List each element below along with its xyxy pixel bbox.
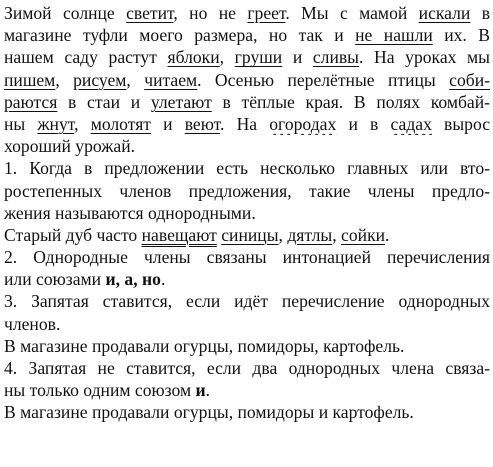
text-line: [4, 135, 490, 157]
subject-word: синицы: [221, 224, 279, 245]
text-run: 2. Однородные члены связаны интонацией перечисления: [4, 247, 490, 268]
text-run: членов.: [4, 313, 61, 334]
text-run: В магазине продавали огурцы, помидоры, картофель.: [4, 335, 405, 356]
text-run: 1. Когда в предложении есть несколько главных или вто-: [4, 158, 490, 179]
text-line: [4, 91, 490, 113]
predicate-word: жнут: [37, 113, 75, 134]
subject-word: сливы: [312, 47, 360, 68]
text-run: Старый дуб часто: [4, 224, 142, 245]
text-run: в: [470, 3, 490, 23]
bold-conjunction: и: [195, 380, 206, 401]
predicate-word: светит: [126, 3, 174, 23]
text-run: . На: [220, 113, 270, 134]
predicate-word: навещают: [141, 224, 217, 245]
adverbial-word: садах: [390, 113, 432, 134]
text-run: .: [205, 380, 211, 401]
text-run: Зимой солнце: [4, 3, 127, 23]
subject-word: яблоки: [167, 47, 220, 68]
text-run: 4. Запятая не ставится, если два однородных члена связа-: [4, 358, 490, 378]
rule-line: [4, 313, 490, 335]
subject-word: дятлы: [287, 224, 333, 245]
predicate-word: не нашли: [355, 25, 433, 46]
text-line: [4, 69, 490, 91]
text-run: . Мы с мамой: [285, 3, 419, 23]
adverbial-word: огородах: [269, 113, 337, 134]
rule-line: [4, 379, 490, 401]
predicate-word: пишем: [4, 69, 56, 90]
text-run: 3. Запятая ставится, если идёт перечисление однородных: [4, 291, 490, 312]
text-run: ,: [74, 113, 91, 134]
text-run: ростепенных членов предложения, такие члены предло-: [4, 180, 490, 201]
subject-word: груши: [234, 47, 283, 68]
text-run: вырос: [431, 113, 490, 134]
text-run: магазине туфли моего размера, но так и: [4, 25, 356, 46]
text-run: . Осенью перелётные птицы: [197, 69, 450, 90]
text-run: .: [160, 269, 166, 290]
text-run: ,: [55, 69, 74, 90]
bold-conjunctions: и, а, но: [105, 269, 161, 290]
predicate-word: молотят: [90, 113, 151, 134]
text-run: и: [282, 47, 313, 68]
example-line: [4, 224, 490, 246]
text-run: . На уроках мы: [359, 47, 490, 68]
text-line: [4, 2, 490, 24]
text-run: , но не: [173, 3, 248, 23]
text-run: ,: [278, 224, 288, 245]
rule-line: [4, 157, 490, 179]
text-run: или союзами: [4, 269, 106, 290]
predicate-word: искали: [418, 3, 471, 23]
text-line: [4, 113, 490, 135]
rule-line: [4, 202, 490, 224]
predicate-word: веют: [184, 113, 221, 134]
text-run: .: [385, 224, 390, 245]
text-run: жения называются однородными.: [4, 202, 256, 223]
rule-line: [4, 290, 490, 312]
predicate-word: рисуем: [73, 69, 127, 90]
example-line: [4, 401, 490, 423]
text-run: и в: [336, 113, 391, 134]
text-run: В магазине продавали огурцы, помидоры и картофель.: [4, 402, 414, 423]
text-run: их. В: [432, 25, 490, 46]
rule-line: [4, 180, 490, 202]
rule-line: [4, 357, 490, 379]
predicate-word: греет: [247, 3, 286, 23]
document-page: [4, 2, 490, 424]
text-run: в тёплые края. В полях комбай-: [211, 91, 490, 112]
text-run: нашем саду растут: [4, 47, 168, 68]
predicate-word: улетают: [150, 91, 212, 112]
example-line: [4, 335, 490, 357]
text-run: ны: [4, 113, 38, 134]
text-line: [4, 24, 490, 46]
text-run: ,: [332, 224, 342, 245]
predicate-word: соби-: [449, 69, 490, 90]
text-run: ны только одним союзом: [4, 380, 196, 401]
rule-line: [4, 268, 490, 290]
text-run: хороший урожай.: [4, 136, 136, 157]
text-run: ,: [219, 47, 235, 68]
text-line: [4, 46, 490, 68]
predicate-word: раются: [4, 91, 58, 112]
text-run: и: [150, 113, 185, 134]
text-run: ,: [126, 69, 145, 90]
predicate-word: читаем: [144, 69, 198, 90]
subject-word: сойки: [341, 224, 386, 245]
rule-line: [4, 246, 490, 268]
text-run: в стаи и: [57, 91, 151, 112]
